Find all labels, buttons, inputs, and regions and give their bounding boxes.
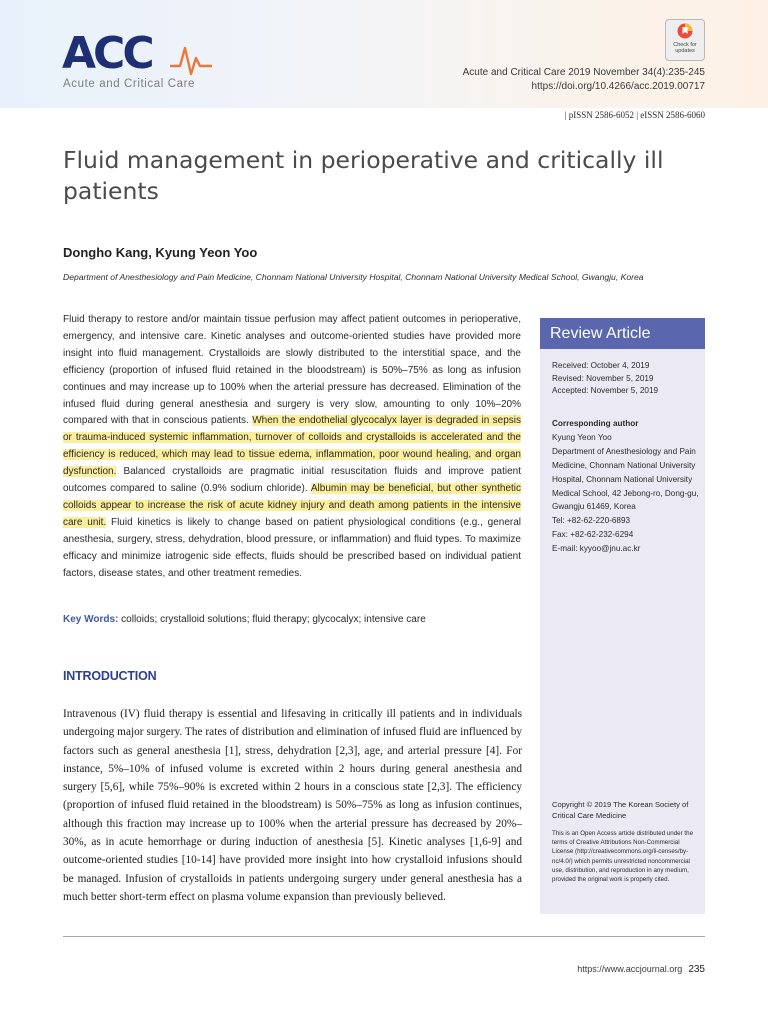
logo-subtitle: Acute and Critical Care bbox=[63, 78, 196, 90]
citation-text: Acute and Critical Care 2019 November 34(4):235-245 bbox=[462, 67, 705, 78]
introduction-heading: INTRODUCTION bbox=[63, 669, 157, 683]
corresponding-author-email[interactable]: E-mail: kyyoo@jnu.ac.kr bbox=[552, 544, 641, 554]
corresponding-author bbox=[552, 417, 702, 556]
article-type-tab: Review Article bbox=[540, 318, 705, 349]
introduction-text: Intravenous (IV) fluid therapy is essential and lifesaving in critically ill patients and in individuals undergoing major surgery. The rates of distribution and elimination of infused fluid are influenced by factors such as general anesthesia [1], stress, dehydration [2,3], age, and arterial pressure [4]. For instance, 5%–10% of infused volume is excreted within 2 hours during general anesthesia and surgery [5,6], while 75%–90% is excreted within 2 hours in a conscious state [2,3]. The efficiency (proportion of infused fluid retained in the bloodstream) is 50%–75% as long as infusion continues, although this fraction may increase up to 100% when the arterial pressure has decreased by 20%–30%, as in acute hemorrhage or during induction of anesthesia [5]. Kinetic analyses [1,6-9] and outcome-oriented studies [10-14] have provided more insight into how crystalloid infusions should be managed. Infusion of crystalloids in patients undergoing surgery under general anesthesia has a much better short-term effect on plasma volume expansion than previously believed. bbox=[63, 708, 522, 903]
check-updates-label: Check for updates bbox=[673, 42, 697, 54]
journal-citation bbox=[463, 66, 705, 94]
bookmark-icon bbox=[677, 23, 693, 39]
abstract-text-3: Fluid kinetics is likely to change based on patient physiological conditions (e.g., general anesthesia, surgery, stress, dehydration, blood pressure, or inflammation) and fluid types. To maximize efficacy and minimize iatrogenic side effects, fluids should be prescribed based on individual patient factors, disease states, and other treatment remedies. bbox=[63, 516, 522, 579]
revised-date: Revised: November 5, 2019 bbox=[552, 373, 654, 383]
received-date: Received: October 4, 2019 bbox=[552, 361, 650, 370]
keywords-label: Key Words: bbox=[63, 614, 119, 625]
issn-line: | pISSN 2586-6052 | eISSN 2586-6060 bbox=[564, 110, 705, 120]
abstract-highlight-2: Albumin may be beneficial, but other synthetic colloids appear to increase the risk of acute kidney injury and death among patients in the intensive care unit. bbox=[63, 483, 522, 528]
keywords-list: colloids; crystalloid solutions; fluid therapy; glycocalyx; intensive care bbox=[121, 614, 426, 625]
article-authors: Dongho Kang, Kyung Yeon Yoo bbox=[63, 245, 258, 260]
article-info-sidebar bbox=[540, 318, 705, 914]
corresponding-author-tel: Tel: +82-62-220-6893 bbox=[552, 516, 631, 526]
footer-divider bbox=[63, 936, 705, 937]
accepted-date: Accepted: November 5, 2019 bbox=[552, 386, 659, 396]
doi-link[interactable]: https://doi.org/10.4266/acc.2019.00717 bbox=[531, 81, 705, 92]
corresponding-author-fax: Fax: +82-62-232-6294 bbox=[552, 530, 634, 540]
corresponding-author-label: Corresponding author bbox=[552, 419, 639, 428]
abstract-text-1: Fluid therapy to restore and/or maintain tissue perfusion may affect patient outcomes in perioperative, emergency, and intensive care. Kinetic analyses and outcome-oriented studies have provided more insight into fluid management. Crystalloids are slowly distributed to the interstitial space, and the efficiency (proportion of infused fluid retained in the bloodstream) is 50%–75% as long as infusion continues and may increase up to 100% when the arterial pressure has decreased. Elimination of the infused fluid during general anesthesia and surgery is very slow, amounting to only 10%–20% compared with that in conscious patients. bbox=[63, 314, 521, 427]
abstract-highlight-1: When the endothelial glycocalyx layer is degraded in sepsis or trauma-induced systemic inflammation, turnover of colloids and crystalloids is accelerated and the efficiency is reduced, which may lead to tissue edema, inflammation, poor wound healing, and organ dysfunction. bbox=[63, 415, 521, 478]
article-dates bbox=[552, 360, 658, 398]
journal-logo[interactable] bbox=[62, 30, 222, 96]
copyright-notice: Copyright © 2019 The Korean Society of Critical Care Medicine bbox=[552, 800, 689, 820]
corresponding-author-name: Kyung Yeon Yoo bbox=[552, 432, 612, 442]
license-notice: This is an Open Access article distributed under the terms of Creative Attributions Non-Commercial License (http://creativecommons.org/li-censes/by-nc/4.0/) which permits unrestricted noncommercial use, distribution, and reproduction in any medium, provided the original work is properly cited. bbox=[552, 830, 694, 884]
logo-text: ACC bbox=[62, 28, 152, 79]
abstract-text-2: Balanced crystalloids are pragmatic initial resuscitation fluids and improve patient outcomes compared to saline (0.9% sodium chloride). bbox=[63, 466, 521, 495]
article-title: Fluid management in perioperative and critically ill patients bbox=[63, 146, 664, 205]
page-footer bbox=[577, 964, 705, 975]
check-for-updates-badge[interactable] bbox=[665, 19, 705, 61]
keywords bbox=[63, 614, 521, 625]
page-number: 235 bbox=[688, 964, 705, 975]
author-affiliation: Department of Anesthesiology and Pain Medicine, Chonnam National University Hospital, Chonnam National University Medical School, Gwangju, Korea bbox=[63, 272, 644, 282]
abstract bbox=[63, 312, 521, 583]
corresponding-author-address: Department of Anesthesiology and Pain Medicine, Chonnam National University Hospital, Chonnam National University Medical School, 42 Jebong-ro, Dong-gu, Gwangju 61469, Korea bbox=[552, 446, 699, 512]
journal-url[interactable]: https://www.accjournal.org bbox=[577, 964, 683, 974]
